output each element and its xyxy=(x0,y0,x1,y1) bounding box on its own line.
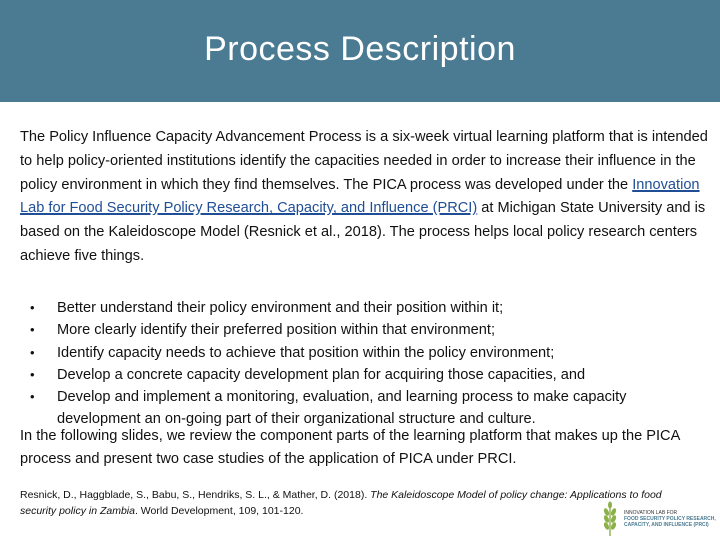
bullet-marker: • xyxy=(30,300,35,315)
logo-line-3: CAPACITY, AND INFLUENCE (PRCI) xyxy=(624,522,709,528)
citation-authors: Resnick, D., Haggblade, S., Babu, S., Hendriks, S. L., & Mather, D. (2018). xyxy=(20,489,371,501)
wheat-icon xyxy=(598,500,622,538)
bullet-marker: • xyxy=(30,322,35,338)
list-item-text: Develop a concrete capacity development plan for acquiring those capacities, and xyxy=(57,366,586,383)
bullet-marker: • xyxy=(30,366,35,382)
title-banner xyxy=(0,0,720,102)
list-item-text: Develop and implement a monitoring, evaluation, and learning process to make capacity development an on-going part of their organizational structure and culture. xyxy=(57,389,627,428)
citation-title: The Kaleidoscope Model of policy change: Applications to food security policy in Zambia xyxy=(20,489,662,517)
intro-paragraph xyxy=(20,126,708,269)
list-item xyxy=(30,342,690,364)
citation xyxy=(20,488,690,519)
list-item-text: More clearly identify their preferred position within that environment; xyxy=(57,322,496,339)
bullet-list xyxy=(30,297,690,431)
citation-source: . World Development, 109, 101-120. xyxy=(134,504,304,517)
intro-text-start: The Policy Influence Capacity Advancement Process is a six-week virtual learning platform that is intended to help policy-oriented institutions identify the capacities needed in order to increase their influence in the policy environment in which they find themselves. The PICA process was developed under the xyxy=(20,129,708,193)
list-item xyxy=(30,364,690,386)
intro-text-end: at Michigan State University and is based on the Kaleidoscope Model (Resnick et al., 2018). The process helps local policy research centers achieve five things. xyxy=(20,200,706,264)
closing-paragraph: In the following slides, we review the component parts of the learning platform that makes up the PICA process and present two case studies of the application of PICA under PRCI. xyxy=(20,428,680,467)
logo-line-2: FOOD SECURITY POLICY RESEARCH, xyxy=(624,516,716,522)
bullet-marker: • xyxy=(30,389,35,405)
slide-title: Process Description xyxy=(204,29,516,68)
bullet-marker: • xyxy=(30,344,35,360)
logo-line-1: INNOVATION LAB FOR xyxy=(624,510,678,516)
prci-link[interactable]: Innovation Lab for Food Security Policy Research, Capacity, and Influence (PRCI) xyxy=(20,176,700,217)
list-item-text: Better understand their policy environment and their position within it; xyxy=(57,300,504,316)
list-item-text: Identify capacity needs to achieve that position within the policy environment; xyxy=(57,344,555,361)
list-item xyxy=(30,297,690,319)
list-item xyxy=(30,319,690,341)
logo-wordmark xyxy=(624,510,716,528)
prci-logo xyxy=(598,498,720,540)
